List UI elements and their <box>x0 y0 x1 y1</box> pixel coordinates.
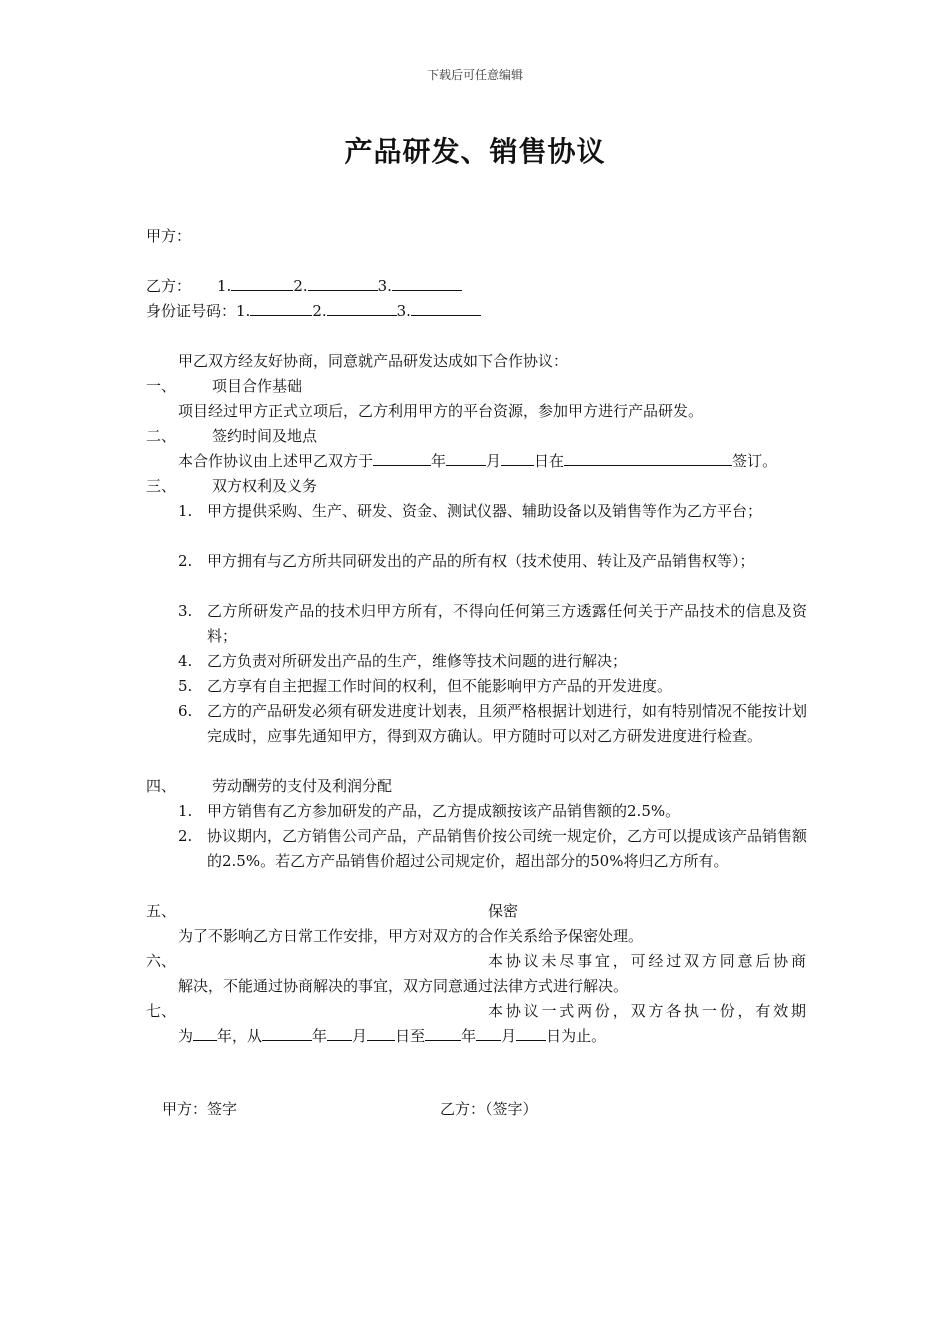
text-fragment: 日至 <box>395 1027 426 1045</box>
id-num-2: 2. <box>312 302 327 320</box>
party-b-num-3: 3. <box>377 277 392 295</box>
party-b-num-1: 1. <box>217 277 232 295</box>
section-6-number: 六、 <box>146 952 177 970</box>
section-5-number: 五、 <box>146 902 177 920</box>
header-note: 下载后可任意编辑 <box>426 68 523 82</box>
text-fragment: 年 <box>461 1027 477 1045</box>
section-6-line-2: 解决，不能通过协商解决的事宜，双方同意通过法律方式进行解决。 <box>178 977 629 995</box>
text-fragment: 为 <box>178 1027 194 1045</box>
text-fragment: 日为止。 <box>546 1027 607 1045</box>
blank-field <box>250 299 312 316</box>
id-num-3: 3. <box>396 302 411 320</box>
list-item-number: 1. <box>178 802 193 820</box>
intro-paragraph: 甲乙双方经友好协商，同意就产品研发达成如下合作协议： <box>178 352 569 370</box>
section-7-line-1: 本协议一式两份，双方各执一份，有效期 <box>488 1002 806 1020</box>
section-1-title: 项目合作基础 <box>212 377 303 395</box>
section-2-title: 签约时间及地点 <box>212 427 318 445</box>
text-fragment: 月 <box>352 1027 368 1045</box>
list-item: 乙方的产品研发必须有研发进度计划表，且须严格根据计划进行，如有特别情况不能按计划完成时，应事先通知甲方，得到双方确认。甲方随时可以对乙方研发进度进行检查。 <box>207 702 808 745</box>
text-fragment: 年，从 <box>217 1027 263 1045</box>
list-item-number: 6. <box>178 702 193 720</box>
list-item: 乙方所研发产品的技术归甲方所有，不得向任何第三方透露任何关于产品技术的信息及资料； <box>207 602 807 645</box>
blank-field <box>231 274 293 291</box>
sign-end-label: 签订。 <box>732 452 778 470</box>
section-1-body: 项目经过甲方正式立项后，乙方利用甲方的平台资源，参加甲方进行产品研发。 <box>178 402 704 420</box>
party-a-signature: 甲方：签字 <box>162 1100 238 1118</box>
month-label: 月 <box>486 452 502 470</box>
list-item: 甲方销售有乙方参加研发的产品，乙方提成额按该产品销售额的2.5%。 <box>207 802 681 820</box>
section-2-text: 本合作协议由上述甲乙双方于 <box>178 452 374 470</box>
list-item-number: 3. <box>178 602 193 620</box>
list-item: 甲方提供采购、生产、研发、资金、测试仪器、辅助设备以及销售等作为乙方平台； <box>207 502 763 520</box>
blank-field <box>367 1024 395 1041</box>
list-item: 乙方负责对所研发出产品的生产，维修等技术问题的进行解决； <box>207 652 628 670</box>
party-b-signature: 乙方：（签字） <box>440 1100 538 1118</box>
list-item-number: 1. <box>178 502 193 520</box>
blank-field <box>327 1024 352 1041</box>
section-1-number: 一、 <box>146 377 177 395</box>
section-7-number: 七、 <box>146 1002 177 1020</box>
blank-field <box>262 1024 312 1041</box>
list-item: 乙方享有自主把握工作时间的权利，但不能影响甲方产品的开发进度。 <box>207 677 673 695</box>
section-5-title: 保密 <box>488 902 519 920</box>
year-label: 年 <box>431 452 447 470</box>
blank-field <box>373 449 431 466</box>
section-4-number: 四、 <box>146 777 177 795</box>
section-2-number: 二、 <box>146 427 177 445</box>
text-fragment: 年 <box>312 1027 328 1045</box>
party-b-num-2: 2. <box>293 277 308 295</box>
party-b-label: 乙方： <box>146 277 192 295</box>
list-item: 甲方拥有与乙方所共同研发出的产品的所有权（技术使用、转让及产品销售权等）； <box>207 552 755 570</box>
id-num-1: 1. <box>236 302 251 320</box>
blank-field <box>446 449 486 466</box>
blank-field <box>476 1024 501 1041</box>
blank-field <box>516 1024 546 1041</box>
section-6-line-1: 本协议未尽事宜，可经过双方同意后协商 <box>488 952 806 970</box>
section-7-line-2 <box>178 1024 606 1049</box>
section-3-number: 三、 <box>146 477 177 495</box>
blank-field <box>327 299 397 316</box>
list-item-number: 5. <box>178 677 193 695</box>
blank-field <box>392 274 462 291</box>
blank-field <box>501 449 534 466</box>
blank-field <box>425 1024 461 1041</box>
blank-field <box>411 299 481 316</box>
text-fragment: 月 <box>501 1027 517 1045</box>
section-3-title: 双方权利及义务 <box>212 477 318 495</box>
blank-field <box>564 449 732 466</box>
blank-field <box>308 274 378 291</box>
party-b-line <box>146 274 462 299</box>
list-item: 协议期内，乙方销售公司产品，产品销售价按公司统一规定价，乙方可以提成该产品销售额的2.5%。若乙方产品销售价超过公司规定价，超出部分的50%将归乙方所有。 <box>207 827 808 870</box>
blank-field <box>193 1024 217 1041</box>
id-number-line <box>146 299 481 324</box>
list-item-number: 2. <box>178 827 193 845</box>
document-title: 产品研发、销售协议 <box>344 135 606 168</box>
section-4-title: 劳动酬劳的支付及利润分配 <box>212 777 393 795</box>
day-label: 日在 <box>534 452 565 470</box>
id-number-label: 身份证号码： <box>146 302 237 320</box>
list-item-number: 2. <box>178 552 193 570</box>
section-5-body: 为了不影响乙方日常工作安排，甲方对双方的合作关系给予保密处理。 <box>178 927 644 945</box>
party-a-label: 甲方： <box>146 227 192 245</box>
list-item-number: 4. <box>178 652 193 670</box>
section-2-body <box>178 449 777 474</box>
